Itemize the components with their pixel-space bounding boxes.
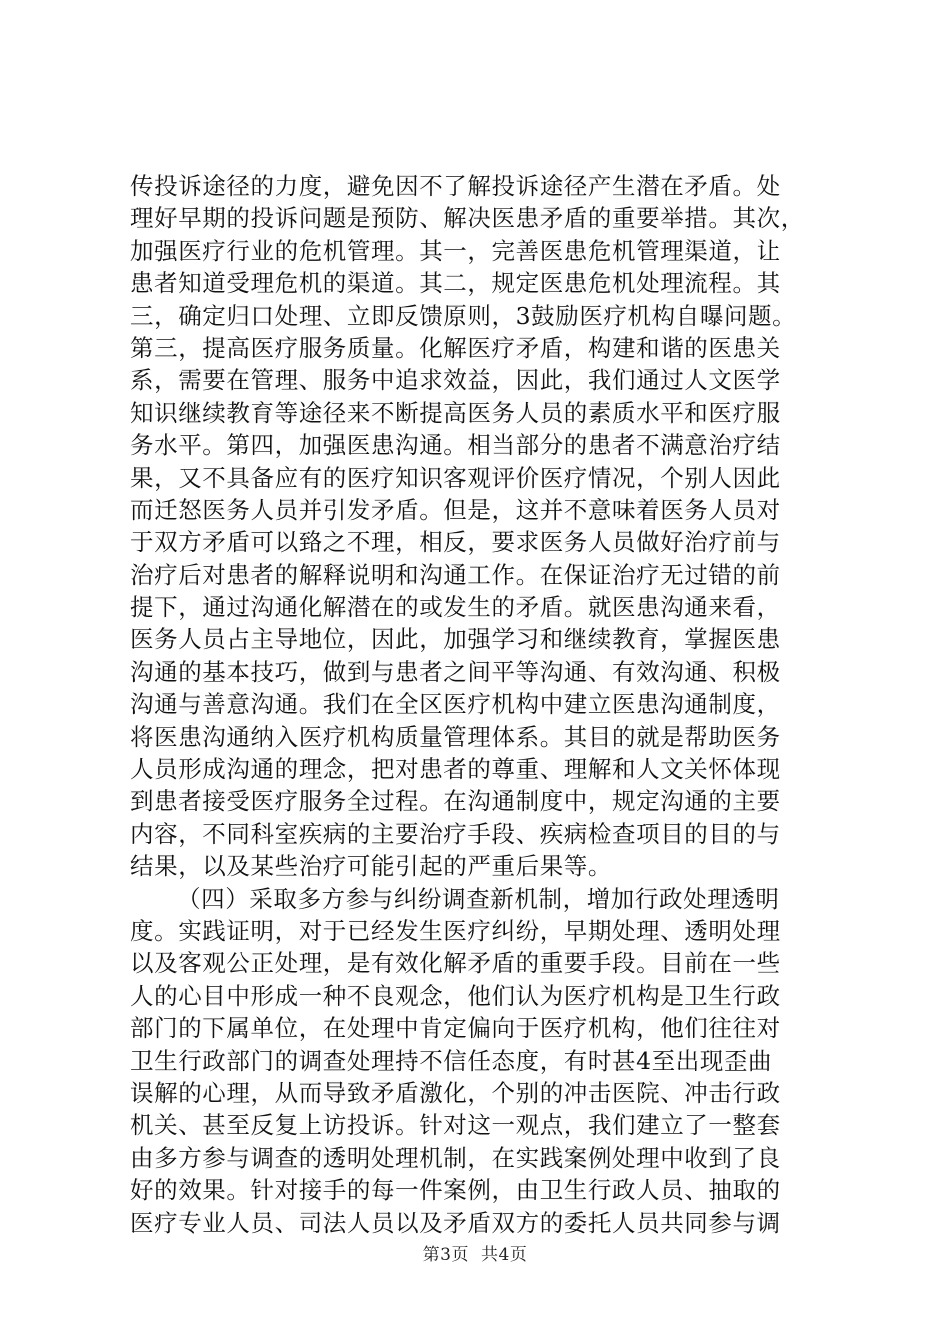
text-line: 好的效果。针对接手的每一件案例，由卫生行政人员、抽取的 [130,1176,781,1205]
text-line: 知识继续教育等途径来不断提高医务人员的素质水平和医疗服 [130,398,781,427]
text-line: 到患者接受医疗服务全过程。在沟通制度中，规定沟通的主要 [130,787,781,816]
text-line: 沟通与善意沟通。我们在全区医疗机构中建立医患沟通制度， [130,690,781,719]
text-line: 以及客观公正处理，是有效化解矛盾的重要手段。目前在一些 [130,949,781,978]
text-line: 卫生行政部门的调查处理持不信任态度，有时甚4至出现歪曲 [130,1046,773,1075]
text-line: 第三，提高医疗服务质量。化解医疗矛盾，构建和谐的医患关 [130,333,781,362]
text-line: 部门的下属单位，在处理中肯定偏向于医疗机构，他们往往对 [130,1014,781,1043]
text-line: 结果，以及某些治疗可能引起的严重后果等。 [130,852,612,881]
text-line: （四）采取多方参与纠纷调查新机制，增加行政处理透明 [177,884,780,913]
text-line: 提下，通过沟通化解潜在的或发生的矛盾。就医患沟通来看， [130,593,781,622]
text-line: 果，又不具备应有的医疗知识客观评价医疗情况，个别人因此 [130,463,781,492]
text-line: 务水平。第四，加强医患沟通。相当部分的患者不满意治疗结 [130,431,781,460]
text-line: 系，需要在管理、服务中追求效益，因此，我们通过人文医学 [130,366,781,395]
text-line: 传投诉途径的力度，避免因不了解投诉途径产生潜在矛盾。处 [130,172,781,200]
text-line: 将医患沟通纳入医疗机构质量管理体系。其目的就是帮助医务 [130,722,781,751]
text-line: 内容，不同科室疾病的主要治疗手段、疾病检查项目的目的与 [130,819,781,848]
text-line: 加强医疗行业的危机管理。其一，完善医患危机管理渠道，让 [130,236,781,265]
text-line: 度。实践证明，对于已经发生医疗纠纷，早期处理、透明处理 [130,916,781,945]
text-line: 沟通的基本技巧，做到与患者之间平等沟通、有效沟通、积极 [130,657,781,686]
page-footer [0,1240,950,1265]
page-number: 第3页 [422,1245,469,1265]
text-line: 理好早期的投诉问题是预防、解决医患矛盾的重要举措。其次， [130,204,805,233]
text-line: 机关、甚至反复上访投诉。针对这一观点，我们建立了一整套 [130,1111,781,1140]
text-line: 由多方参与调查的透明处理机制，在实践案例处理中收到了良 [130,1143,781,1172]
text-line: 治疗后对患者的解释说明和沟通工作。在保证治疗无过错的前 [130,560,781,589]
text-line: 患者知道受理危机的渠道。其二，规定医患危机处理流程。其 [130,269,781,298]
text-line: 误解的心理，从而导致矛盾激化，个别的冲击医院、冲击行政 [130,1078,781,1107]
page-total: 共4页 [481,1245,528,1265]
text-line: 人的心目中形成一种不良观念，他们认为医疗机构是卫生行政 [130,981,781,1010]
text-line: 三，确定归口处理、立即反馈原则，3鼓励医疗机构自曝问题。 [130,301,797,330]
text-line: 而迁怒医务人员并引发矛盾。但是，这并不意味着医务人员对 [130,495,781,524]
document-body [130,170,840,1239]
text-line: 于双方矛盾可以臵之不理，相反，要求医务人员做好治疗前与 [130,528,781,557]
text-line: 医务人员占主导地位，因此，加强学习和继续教育，掌握医患 [130,625,781,654]
text-line: 人员形成沟通的理念，把对患者的尊重、理解和人文关怀体现 [130,755,781,784]
text-line: 医疗专业人员、司法人员以及矛盾双方的委托人员共同参与调 [130,1208,781,1237]
